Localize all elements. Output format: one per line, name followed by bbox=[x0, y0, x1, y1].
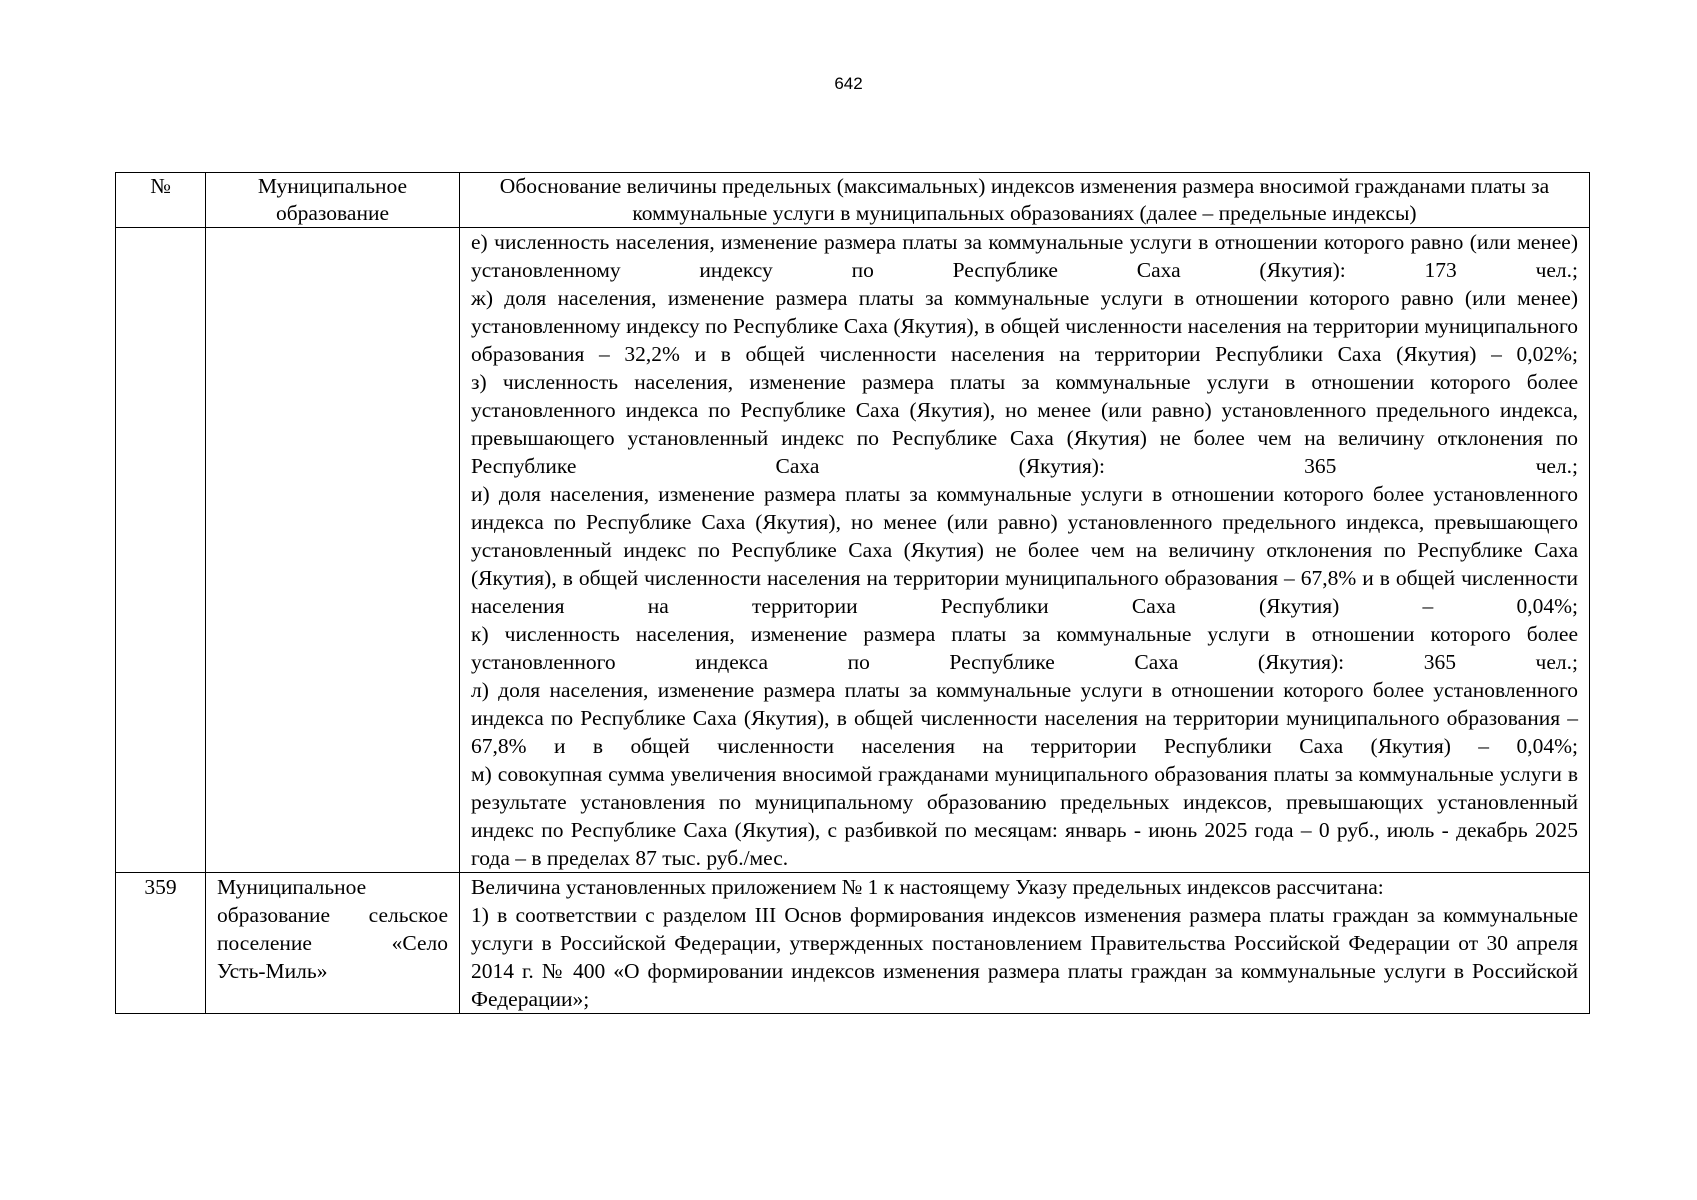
header-justification: Обоснование величины предельных (максимальных) индексов изменения размера вносимой гражданами платы за коммунальные услуги в муниципальных образованиях (далее – предельные индексы) bbox=[460, 173, 1590, 228]
paragraph-z: з) численность населения, изменение размера платы за коммунальные услуги в отношении которого более установленного индекса по Республике Саха (Якутия), но менее (или равно) установленного предельного индекса, превышающего установленный индекс по Республике Саха (Якутия) не более чем на величину отклонения по Республике Саха (Якутия): 365 чел.; bbox=[471, 370, 1578, 478]
indices-table bbox=[115, 172, 1590, 1014]
paragraph-1: 1) в соответствии с разделом III Основ формирования индексов изменения размера платы граждан за коммунальные услуги в Российской Федерации, утвержденных постановлением Правительства Российской Федерации от 30 апреля 2014 г. № 400 «О формировании индексов изменения размера платы граждан за коммунальные услуги в Российской Федерации»; bbox=[471, 903, 1578, 1011]
paragraph-l: л) доля населения, изменение размера платы за коммунальные услуги в отношении которого более установленного индекса по Республике Саха (Якутия), в общей численности населения на территории муниципального образования – 67,8% и в общей численности населения на территории Республики Саха (Якутия) – 0,04%; bbox=[471, 678, 1578, 758]
row-justification-cell bbox=[460, 228, 1590, 873]
municipality-line: Усть-Миль» bbox=[217, 959, 328, 983]
municipality-line: поселение «Село bbox=[217, 931, 448, 955]
header-number: № bbox=[116, 173, 206, 228]
row-municipality-cell bbox=[206, 873, 460, 1014]
table-row bbox=[116, 228, 1590, 873]
paragraph-intro: Величина установленных приложением № 1 к настоящему Указу предельных индексов рассчитана: bbox=[471, 875, 1384, 899]
table-header-row bbox=[116, 173, 1590, 228]
row-number-cell: 359 bbox=[116, 873, 206, 1014]
row-municipality-cell bbox=[206, 228, 460, 873]
page-number: 642 bbox=[834, 74, 863, 93]
municipality-line: образование сельское bbox=[217, 903, 448, 927]
paragraph-m: м) совокупная сумма увеличения вносимой гражданами муниципального образования платы за коммунальные услуги в результате установления по муниципальному образованию предельных индексов, превышающих установленный индекс по Республике Саха (Якутия), с разбивкой по месяцам: январь - июнь 2025 года – 0 руб., июль - декабрь 2025 года – в пределах 87 тыс. руб./мес. bbox=[471, 762, 1578, 870]
municipality-line: Муниципальное bbox=[217, 875, 367, 899]
paragraph-i: и) доля населения, изменение размера платы за коммунальные услуги в отношении которого более установленного индекса по Республике Саха (Якутия), но менее (или равно) установленного предельного индекса, превышающего установленный индекс по Республике Саха (Якутия) не более чем на величину отклонения по Республике Саха (Якутия), в общей численности населения на территории муниципального образования – 67,8% и в общей численности населения на территории Республики Саха (Якутия) – 0,04%; bbox=[471, 482, 1578, 618]
row-justification-cell bbox=[460, 873, 1590, 1014]
paragraph-zh: ж) доля населения, изменение размера платы за коммунальные услуги в отношении которого равно (или менее) установленному индексу по Республике Саха (Якутия), в общей численности населения на территории муниципального образования – 32,2% и в общей численности населения на территории Республики Саха (Якутия) – 0,02%; bbox=[471, 286, 1578, 366]
header-municipality: Муниципальное образование bbox=[206, 173, 460, 228]
row-number-cell bbox=[116, 228, 206, 873]
paragraph-e: е) численность населения, изменение размера платы за коммунальные услуги в отношении которого равно (или менее) установленному индексу по Республике Саха (Якутия): 173 чел.; bbox=[471, 230, 1578, 282]
paragraph-k: к) численность населения, изменение размера платы за коммунальные услуги в отношении которого более установленного индекса по Республике Саха (Якутия): 365 чел.; bbox=[471, 622, 1578, 674]
table-row bbox=[116, 873, 1590, 1014]
